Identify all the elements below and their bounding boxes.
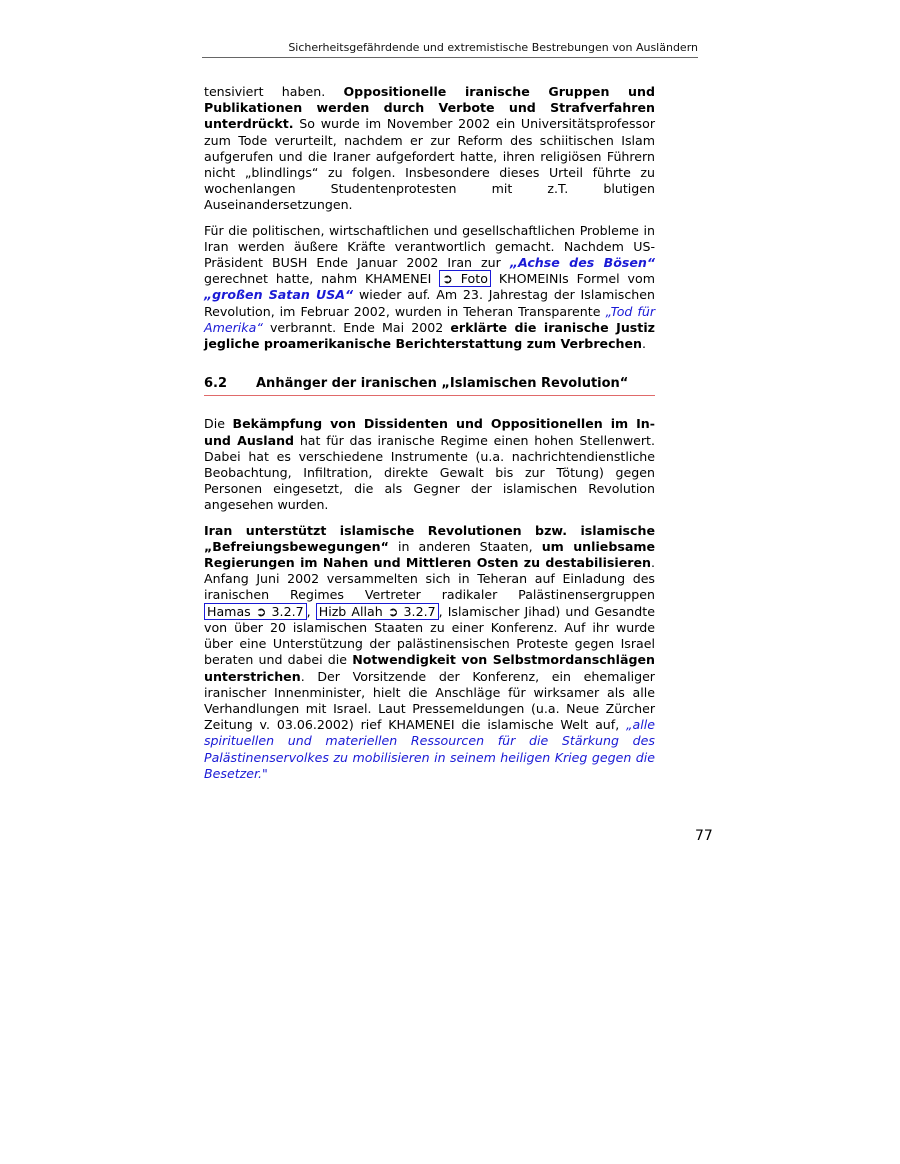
xref-label: Foto <box>460 271 488 287</box>
bold-text: Notwendigkeit von Selbstmordanschlägen unterstrichen <box>204 652 655 684</box>
text-span: tensiviert haben. <box>204 84 344 99</box>
bold-text: Bekämpfung von Dissidenten und Oppositionellen im In- und Ausland <box>204 416 655 448</box>
text-span: verbrannt. Ende Mai 2002 <box>262 319 451 335</box>
text-span: Für die politischen, wirtschaftlichen und gesellschaftlichen Probleme in Iran werden äußere Kräfte verantwortlich gemacht. Nachdem US-Präsident BUSH Ende Januar 2002 Iran zur <box>204 222 655 271</box>
text-span: wieder auf. Am 23. Jahrestag der Islamischen Revolution, im Februar 2002, wurden in Teheran Transparente <box>204 287 655 319</box>
quote-achse-des-boesen: „Achse des Bösen“ <box>509 255 656 271</box>
quote-khamenei: „alle spirituellen und materiellen Ressourcen für die Stärkung des Palästinenservolkes zu mobilisieren in seinem heiligen Krieg gegen die Besetzer." <box>204 717 655 781</box>
text-span: . Anfang Juni 2002 versammelten sich in Teheran auf Einladung des iranischen Regimes Vertreter radikaler Palästinensergruppen <box>204 555 655 603</box>
text-span: gerechnet hatte, nahm KHAMENEI <box>204 271 440 287</box>
document-body <box>204 84 655 791</box>
quote-tod-fuer-amerika: „Tod für Amerika“ <box>204 303 655 335</box>
cross-reference-link-hizb-allah[interactable] <box>316 603 439 620</box>
bold-text: um unliebsame Regierungen im Nahen und Mittleren Osten zu destabilisieren <box>204 538 655 571</box>
paragraph-2 <box>204 223 655 353</box>
cross-reference-link-hamas[interactable] <box>204 603 307 620</box>
arrow-right-icon: ➲ <box>442 271 453 287</box>
cross-reference-link-foto[interactable] <box>439 270 491 287</box>
text-span: . Der Vorsitzende der Konferenz, ein ehemaliger iranischer Innenminister, hielt die Anschläge für wirksamer als alle Verhandlungen mit Israel. Laut Pressemeldungen (u.a. Neue Zürcher Zeitung v. 03.06.2002) rief KHAMENEI die islamische Welt auf, <box>204 668 655 733</box>
text-span: hat für das iranische Regime einen hohen Stellenwert. Dabei hat es verschiedene Instrumente (u.a. nachrichtendienstliche Beobachtung, Infiltration, direkte Gewalt bis zur Tötung) gegen Personen eingesetzt, die als Gegner der islamischen Revolution angesehen wurden. <box>204 432 655 513</box>
section-title: Anhänger der iranischen „Islamischen Revolution“ <box>256 376 629 392</box>
page-number: 77 <box>695 828 713 844</box>
section-heading <box>204 376 655 396</box>
paragraph-3 <box>204 416 655 513</box>
text-span: in anderen Staaten, <box>388 538 542 554</box>
text-span: So wurde im November 2002 ein Universitätsprofessor zum Tode verurteilt, nachdem er zur Reform des schiitischen Islam aufgerufen und die Iraner aufgefordert hatte, ihren religiösen Führern nicht „blindlings“ zu folgen. Insbesondere dieses Urteil führte zu wochenlangen Studentenprotesten mit z.T. blutigen Auseinandersetzungen. <box>204 116 655 213</box>
xref-label: Hizb Allah <box>318 603 383 619</box>
running-header: Sicherheitsgefährdende und extremistische Bestrebungen von Ausländern <box>202 41 698 58</box>
arrow-right-icon: ➲ <box>387 603 399 619</box>
paragraph-1 <box>204 84 655 214</box>
section-number: 6.2 <box>204 376 228 392</box>
arrow-right-icon: ➲ <box>255 603 267 619</box>
xref-label: Hamas <box>207 603 251 619</box>
text-span: , Islamischer Jihad) und Gesandte von über 20 islamischen Staaten zu einer Konferenz. Auf ihr wurde über eine Unterstützung der palästinensischen Proteste gegen Israel beraten und dabei die <box>204 603 655 668</box>
bold-text: Iran unterstützt islamische Revolutionen bzw. islamische „Befreiungsbewegungen“ <box>204 522 655 554</box>
text-span: KHOMEINIs Formel vom <box>490 271 655 287</box>
text-span: Die <box>204 416 233 432</box>
bold-text: erklärte die iranische Justiz jegliche proamerikanische Berichterstattung zum Verbrechen <box>204 319 655 352</box>
quote-grossen-satan: „großen Satan USA“ <box>204 287 354 303</box>
xref-section: 3.2.7 <box>271 603 304 619</box>
text-span: . <box>642 336 647 352</box>
xref-section: 3.2.7 <box>403 603 436 619</box>
paragraph-4: Iran unterstützt islamische Revolutionen bzw. islamische „Befreiungsbewegungen“ in anderen Staaten, um unliebsame Regierungen im Nahen und Mittleren Osten zu destabilisieren. Anfang Juni 2002 versammelten sich in Teheran auf Einladung des iranischen Regimes Vertreter radikaler Palästinensergruppen Hamas ➲ 3.2.7 , Hizb Allah ➲ 3.2.7 , Islamischer Jihad) und Gesandte von über 20 islamischen Staaten zu einer Konferenz. Auf ihr wurde über eine Unterstützung der palästinensischen Proteste gegen Israel beraten und dabei die Notwendigkeit von Selbstmordanschlägen unterstrichen. Der Vorsitzende der Konferenz, ein ehemaliger iranischer Innenminister, hielt die Anschläge für wirksamer als alle Verhandlungen mit Israel. Laut Pressemeldungen (u.a. Neue Zürcher Zeitung v. 03.06.2002) rief KHAMENEI die islamische Welt auf, „alle spirituellen und materiellen Ressourcen für die Stärkung des Palästinenservolkes zu mobilisieren in seinem heiligen Krieg gegen die Besetzer." <box>204 522 655 781</box>
bold-text: Oppositionelle iranische Gruppen und Publikationen werden durch Verbote und Strafverfahren unterdrückt. <box>204 84 655 132</box>
